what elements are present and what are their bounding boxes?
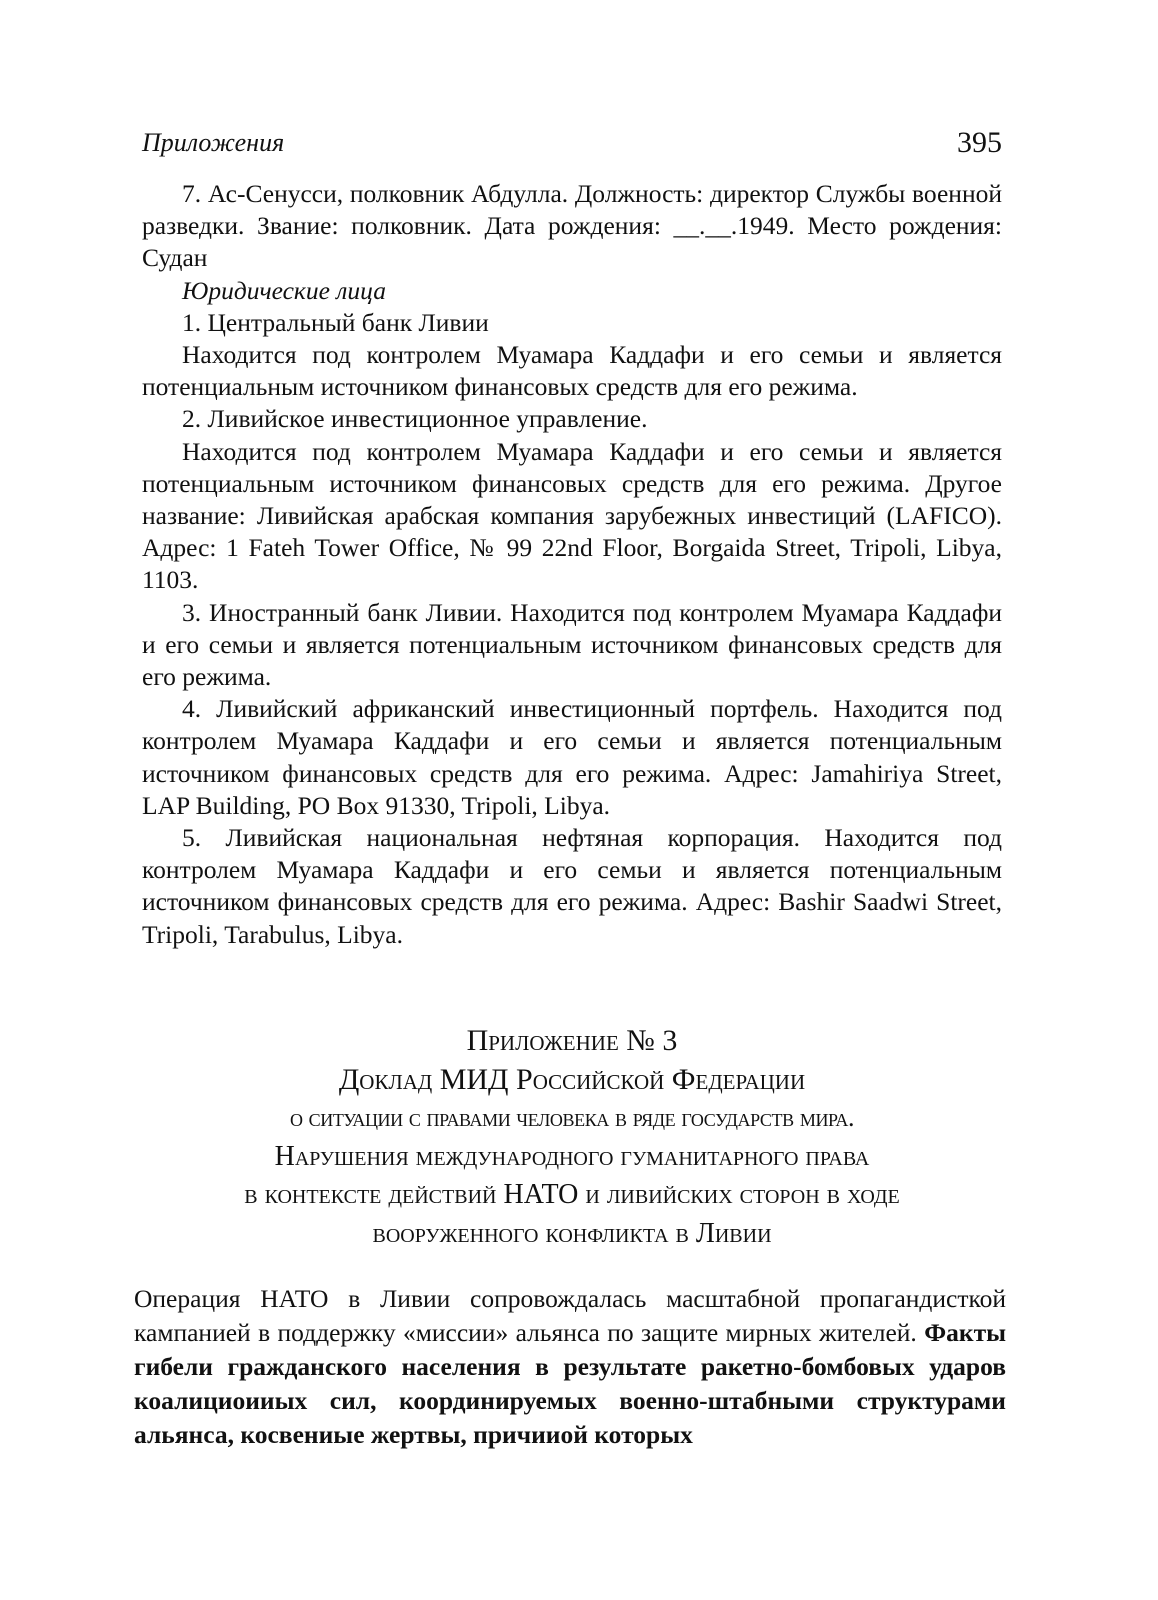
intro-paragraph [134, 1282, 1006, 1452]
intro-bold-text: Факты гибели гражданского населения в результате ракетно-бомбовых ударов коалициоииых сил, координируемых военно-штабными структурами альянса, косвениые жертвы, причииой которых [134, 1318, 1006, 1449]
paragraph-item-1-desc: Находится под контролем Муамара Каддафи и его семьи и является потенциальным источником финансовых средств для его режима. [142, 340, 1002, 402]
appendix-title-line: в контексте действий НАТО и ливийских сторон в ходе [244, 1179, 900, 1210]
page-number: 395 [957, 126, 1002, 159]
appendix-title-line: Доклад МИД Российской Федерации [338, 1062, 806, 1096]
paragraph-item-4: 4. Ливийский африканский инвестиционный портфель. Находится под контролем Муамара Каддафи и его семьи и является потенциальным источником финансовых средств для его режима. Адрес: Jamahiriya Street, LAP Building, PO Box 91330, Tripoli, Libya. [142, 694, 1002, 820]
paragraph-item-3: 3. Иностранный банк Ливии. Находится под контролем Муамара Каддафи и его семьи и является потенциальным источником финансовых средств для его режима. [142, 597, 1002, 692]
page-header [142, 128, 1002, 168]
running-head: Приложения [142, 128, 285, 157]
paragraph-item-7: 7. Ас-Сенусси, полковник Абдулла. Должность: директор Службы военной разведки. Звание: полковник. Дата рождения: __.__.1949. Место рождения: Судан [142, 179, 1002, 273]
paragraph-item-2: 2. Ливийское инвестиционное управление. [182, 404, 648, 434]
paragraph-item-5: 5. Ливийская национальная нефтяная корпорация. Находится под контролем Муамара Каддафи и его семьи и является потенциальным источником финансовых средств для его режима. Адрес: Bashir Saadwi Street, Tripoli, Tarabulus, Libya. [142, 823, 1002, 949]
appendix-title-line: вооруженного конфликта в Ливии [372, 1217, 772, 1249]
appendix-title-line: о ситуации с правами человека в ряде государств мира. [289, 1103, 855, 1132]
appendix-title-block [142, 1022, 1002, 1253]
appendix-number: Приложение № 3 [466, 1024, 678, 1057]
body-text [142, 178, 1002, 951]
appendix-title-line: Нарушения международного гуманитарного права [274, 1140, 870, 1172]
paragraph-item-2-desc: Находится под контролем Муамара Каддафи и его семьи и является потенциальным источником финансовых средств для его режима. Другое название: Ливийская арабская компания зарубежных инвестиций (LAFICO). Адрес: 1 Fateh Tower Office, № 99 22nd Floor, Borgaida Street, Tripoli, Libya, 1103. [142, 436, 1002, 595]
intro-text: Операция НАТО в Ливии сопровождалась масштабной пропагандисткой кампанией в поддержку «миссии» альянса по защите мирных жителей. [134, 1284, 1006, 1347]
legal-entities-heading: Юридические лица [182, 275, 386, 305]
paragraph-item-1: 1. Центральный банк Ливии [182, 307, 489, 337]
